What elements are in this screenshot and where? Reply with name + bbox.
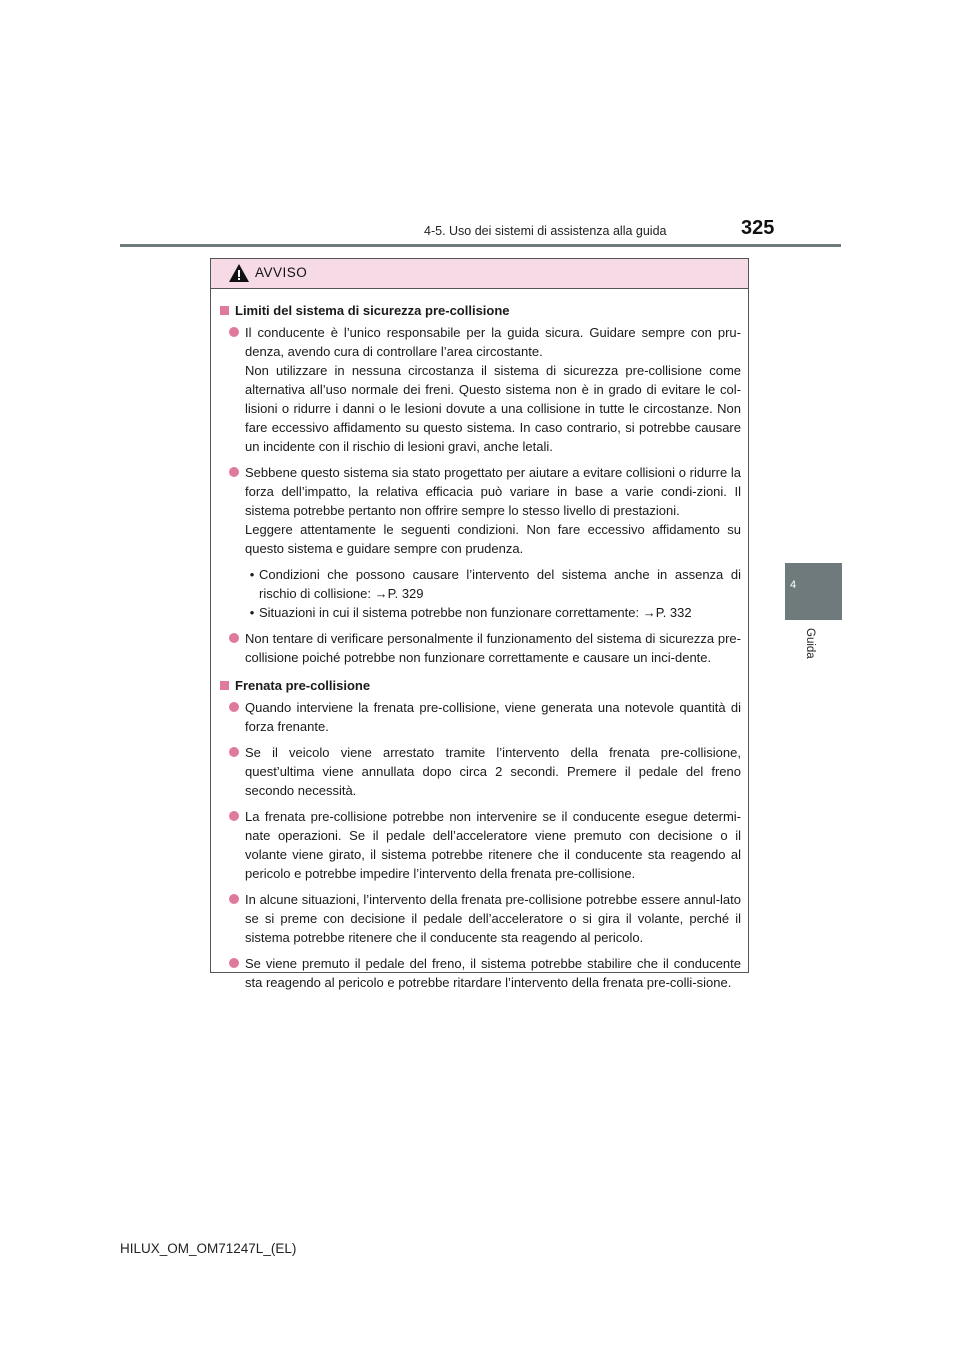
bullet-item xyxy=(229,698,741,736)
bullet-text xyxy=(245,890,741,947)
bullet-text xyxy=(245,698,741,736)
bullet-text xyxy=(245,743,741,800)
bullet-paragraph: La frenata pre-collisione potrebbe non intervenire se il conducente esegue determi-nate operazioni. Se il pedale dell’acceleratore viene premuto con decisione o il volante viene girato, il sistema potrebbe ritenere che il conducente sta reagendo al pericolo e potrebbe impedire l’intervento della frenata pre-collisione. xyxy=(245,809,741,881)
small-dot-icon: • xyxy=(249,567,255,582)
circle-bullet-icon xyxy=(229,811,239,821)
bullet-item xyxy=(229,743,741,800)
bullet-paragraph: Quando interviene la frenata pre-collisione, viene generata una notevole quantità di forza frenante. xyxy=(245,700,741,734)
bullet-text xyxy=(245,463,741,622)
bullet-paragraph: Sebbene questo sistema sia stato progettato per aiutare a evitare collisioni o ridurre la forza dell’impatto, la relativa efficacia può variare in base a varie condi-zioni. Il sistema potrebbe pertanto non offrire sempre lo stesso livello di prestazioni. xyxy=(245,465,741,518)
square-bullet-icon xyxy=(220,681,229,690)
circle-bullet-icon xyxy=(229,894,239,904)
warning-body xyxy=(211,289,748,1001)
section-heading-text: Limiti del sistema di sicurezza pre-collisione xyxy=(235,303,510,318)
bullet-paragraph: Se viene premuto il pedale del freno, il sistema potrebbe stabilire che il conducente sta reagendo al pericolo e potrebbe ritardare l’intervento della frenata pre-colli-sione. xyxy=(245,956,741,990)
bullet-item xyxy=(229,629,741,667)
warning-triangle-icon xyxy=(228,263,250,283)
header-divider xyxy=(120,244,841,247)
warning-title: AVVISO xyxy=(255,265,308,280)
chapter-label: Guida xyxy=(804,628,816,659)
bullet-paragraph: Se il veicolo viene arrestato tramite l’intervento della frenata pre-collisione, quest’ultima viene annullata dopo circa 2 secondi. Premere il pedale del freno secondo necessità. xyxy=(245,745,741,798)
section-heading-text: Frenata pre-collisione xyxy=(235,678,371,693)
circle-bullet-icon xyxy=(229,633,239,643)
document-code: HILUX_OM_OM71247L_(EL) xyxy=(120,1241,297,1256)
sub-list-text: Situazioni in cui il sistema potrebbe non funzionare correttamente: →P. 332 xyxy=(259,605,692,620)
bullet-text xyxy=(245,807,741,883)
chapter-tab xyxy=(785,563,842,620)
warning-box xyxy=(210,258,749,990)
bullet-item xyxy=(229,323,741,456)
bullet-paragraph: In alcune situazioni, l’intervento della frenata pre-collisione potrebbe essere annul-lato se si preme con decisione il pedale dell’acceleratore o si gira il volante, perché il sistema potrebbe ritenere che il conducente sta reagendo al pericolo. xyxy=(245,892,741,945)
bullet-item xyxy=(229,463,741,622)
bullet-paragraph: Leggere attentamente le seguenti condizioni. Non fare eccessivo affidamento su questo sistema e guidare sempre con prudenza. xyxy=(245,522,741,556)
section-heading xyxy=(220,301,741,320)
section-heading xyxy=(220,676,741,695)
bullet-item xyxy=(229,954,741,992)
circle-bullet-icon xyxy=(229,327,239,337)
section-title: 4-5. Uso dei sistemi di assistenza alla guida xyxy=(424,224,667,238)
bullet-paragraph: Non tentare di verificare personalmente il funzionamento del sistema di sicurezza pre-collisione poiché potrebbe non funzionare correttamente e causare un inci-dente. xyxy=(245,631,741,665)
circle-bullet-icon xyxy=(229,747,239,757)
circle-bullet-icon xyxy=(229,702,239,712)
sub-list-text: Condizioni che possono causare l’intervento del sistema anche in assenza di rischio di collisione: →P. 329 xyxy=(259,567,741,601)
sub-list-item xyxy=(245,603,741,622)
circle-bullet-icon xyxy=(229,958,239,968)
circle-bullet-icon xyxy=(229,467,239,477)
bullet-text xyxy=(245,954,741,992)
bullet-text xyxy=(245,323,741,456)
warning-header xyxy=(211,259,748,289)
small-dot-icon: • xyxy=(249,605,255,620)
bullet-text xyxy=(245,629,741,667)
sub-list-item xyxy=(245,565,741,603)
square-bullet-icon xyxy=(220,306,229,315)
bullet-item xyxy=(229,890,741,947)
bullet-paragraph: Non utilizzare in nessuna circostanza il sistema di sicurezza pre-collisione come alternativa all’uso normale dei freni. Questo sistema non è in grado di evitare le col-lisioni o ridurre i danni o le lesioni dovute a una collisione in tutte le circostanze. Non fare eccessivo affidamento su questo sistema. In caso contrario, si potrebbe causare un incidente con il rischio di lesioni gravi, anche letali. xyxy=(245,363,741,454)
bullet-paragraph: Il conducente è l’unico responsabile per la guida sicura. Guidare sempre con pru-denza, avendo cura di controllare l’area circostante. xyxy=(245,325,741,359)
page-number: 325 xyxy=(741,217,775,239)
bullet-item xyxy=(229,807,741,883)
chapter-number: 4 xyxy=(790,579,797,591)
